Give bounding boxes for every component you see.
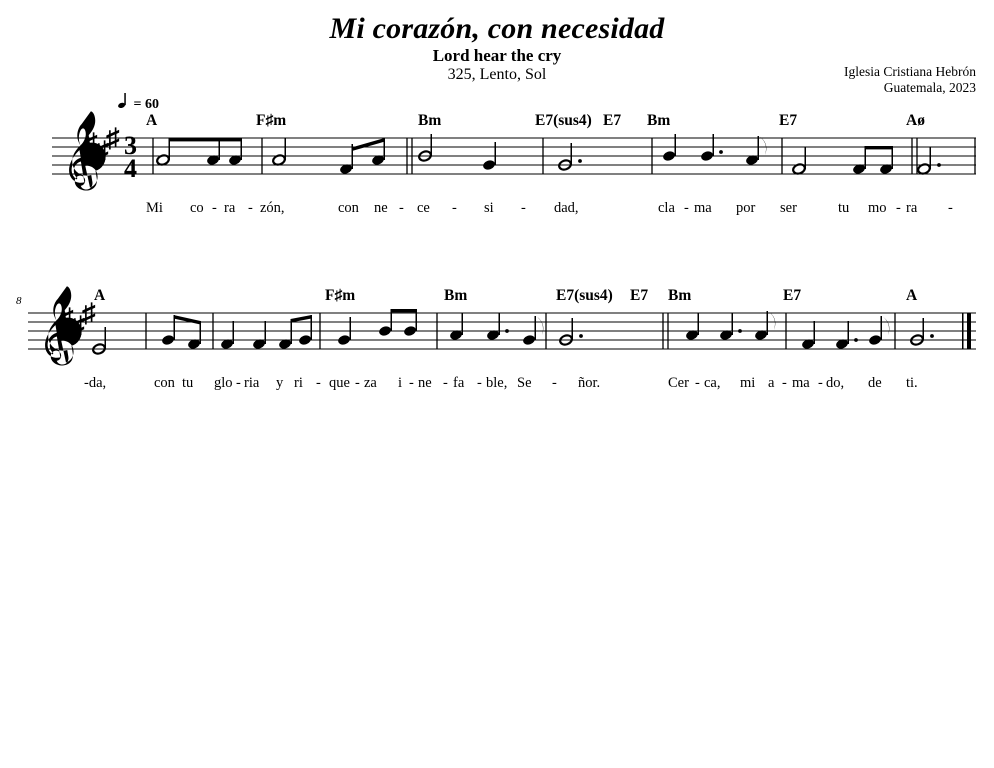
lyric-hyphen: - bbox=[248, 200, 253, 216]
credit-block bbox=[656, 64, 976, 96]
chord-symbol: Bm bbox=[668, 287, 692, 304]
time-signature-bottom: 4 bbox=[124, 154, 137, 183]
note bbox=[879, 146, 893, 175]
notes-system-1 bbox=[156, 134, 941, 175]
lyric-syllable: ce bbox=[417, 200, 430, 216]
svg-text:♯: ♯ bbox=[71, 311, 85, 341]
chord-symbol: E7 bbox=[630, 287, 649, 304]
note bbox=[220, 321, 234, 350]
system-1 bbox=[0, 110, 994, 220]
svg-text:♯: ♯ bbox=[60, 303, 74, 333]
chord-symbol: Bm bbox=[647, 112, 671, 129]
lyric-hyphen: - bbox=[896, 200, 901, 216]
note bbox=[228, 138, 242, 166]
note bbox=[156, 138, 170, 166]
lyric-hyphen: - bbox=[521, 200, 526, 216]
page-subsubtitle: 325, Lento, Sol bbox=[447, 66, 547, 83]
beam bbox=[865, 146, 893, 149]
note bbox=[719, 313, 742, 341]
lyric-syllable: ca, bbox=[704, 375, 721, 391]
note bbox=[187, 321, 201, 350]
lyric-hyphen: - bbox=[948, 200, 953, 216]
credit-line-2: Guatemala, 2023 bbox=[883, 80, 976, 95]
note bbox=[685, 313, 699, 341]
lyric-syllable: Cer bbox=[668, 375, 689, 391]
lyric-syllable: con bbox=[338, 200, 359, 216]
lyric-hyphen: - bbox=[355, 375, 360, 391]
lyric-syllable: a bbox=[768, 375, 775, 391]
notes-system-2 bbox=[92, 309, 934, 355]
note bbox=[852, 146, 866, 175]
note bbox=[801, 321, 815, 350]
svg-text:♯: ♯ bbox=[84, 128, 98, 158]
chord-symbol: Aø bbox=[906, 112, 925, 129]
lyric-hyphen: - bbox=[452, 200, 457, 216]
chord-symbol: E7(sus4) bbox=[535, 112, 592, 129]
note bbox=[252, 321, 266, 350]
chord-symbol: F♯m bbox=[325, 287, 356, 304]
lyric-hyphen: - bbox=[212, 200, 217, 216]
lyric-syllable: ri bbox=[294, 375, 303, 391]
chord-symbol: E7(sus4) bbox=[556, 287, 613, 304]
lyric-syllable: fa bbox=[453, 375, 465, 391]
lyric-syllable: dad, bbox=[554, 200, 579, 216]
lyric-syllable: ra bbox=[906, 200, 918, 216]
lyric-syllable: ma bbox=[792, 375, 810, 391]
lyric-syllable: tu bbox=[838, 200, 850, 216]
chord-symbol: E7 bbox=[603, 112, 622, 129]
lyric-syllable: za bbox=[364, 375, 377, 391]
lyric-hyphen: - bbox=[782, 375, 787, 391]
lyric-hyphen: - bbox=[695, 375, 700, 391]
chord-symbol: E7 bbox=[779, 112, 798, 129]
beam bbox=[291, 315, 312, 323]
beam bbox=[391, 309, 417, 312]
system-2 bbox=[0, 285, 994, 395]
lyric-hyphen: - bbox=[477, 375, 482, 391]
chord-symbol: E7 bbox=[783, 287, 802, 304]
note bbox=[792, 147, 806, 175]
note bbox=[482, 142, 496, 171]
lyric-syllable: ra bbox=[224, 200, 236, 216]
lyric-syllable: -da, bbox=[84, 375, 107, 391]
lyric-syllable: ria bbox=[244, 375, 260, 391]
chord-symbol: A bbox=[146, 112, 158, 129]
time-signature-top: 3 bbox=[124, 131, 137, 160]
lyric-hyphen: - bbox=[316, 375, 321, 391]
lyric-syllable: Mi bbox=[146, 200, 163, 216]
lyric-syllable: co bbox=[190, 200, 204, 216]
lyric-hyphen: - bbox=[236, 375, 241, 391]
note bbox=[449, 313, 463, 341]
lyric-syllable: ñor. bbox=[578, 375, 601, 391]
note bbox=[486, 313, 509, 341]
svg-text:♯: ♯ bbox=[82, 298, 96, 328]
measure-number: 8 bbox=[16, 295, 22, 307]
page-subtitle: Lord hear the cry bbox=[432, 46, 562, 65]
chord-symbol: A bbox=[906, 287, 918, 304]
chord-symbol: A bbox=[94, 287, 106, 304]
lyric-hyphen: - bbox=[409, 375, 414, 391]
chord-symbol: F♯m bbox=[256, 112, 287, 129]
note bbox=[272, 138, 286, 166]
lyric-syllable: con bbox=[154, 375, 175, 391]
lyric-syllable: ne bbox=[418, 375, 432, 391]
lyric-syllable: cla bbox=[658, 200, 675, 216]
lyric-syllable: y bbox=[276, 375, 284, 391]
svg-text:♯: ♯ bbox=[95, 136, 109, 166]
lyric-hyphen: - bbox=[684, 200, 689, 216]
page-title: Mi corazón, con necesidad bbox=[329, 12, 665, 45]
note bbox=[278, 319, 292, 350]
time-signature bbox=[124, 131, 137, 183]
note bbox=[754, 311, 775, 341]
chord-symbol: Bm bbox=[444, 287, 468, 304]
note bbox=[337, 317, 351, 346]
lyric-syllable: Se bbox=[517, 375, 532, 391]
lyric-syllable: do, bbox=[826, 375, 845, 391]
chord-symbol: Bm bbox=[418, 112, 442, 129]
lyric-syllable: i bbox=[398, 375, 403, 391]
lyric-syllable: ne bbox=[374, 200, 388, 216]
lyric-hyphen: - bbox=[443, 375, 448, 391]
tempo-value: = 60 bbox=[133, 97, 159, 112]
lyric-hyphen: - bbox=[552, 375, 557, 391]
note bbox=[206, 138, 220, 166]
lyric-syllable: ti. bbox=[906, 375, 918, 391]
svg-text:♯: ♯ bbox=[106, 123, 120, 153]
lyric-syllable: si bbox=[484, 200, 494, 216]
lyric-syllable: glo bbox=[214, 375, 233, 391]
beam bbox=[174, 315, 201, 325]
lyric-syllable: ser bbox=[780, 200, 797, 216]
lyric-syllable: mi bbox=[740, 375, 756, 391]
lyric-syllable: que bbox=[329, 375, 350, 391]
lyric-syllable: por bbox=[736, 200, 756, 216]
credit-line-1: Iglesia Cristiana Hebrón bbox=[844, 64, 976, 79]
lyric-syllable: ble, bbox=[486, 375, 508, 391]
beam bbox=[169, 138, 242, 141]
quarter-note-icon bbox=[118, 93, 127, 109]
lyric-syllable: ma bbox=[694, 200, 712, 216]
lyric-hyphen: - bbox=[818, 375, 823, 391]
lyric-syllable: mo bbox=[868, 200, 887, 216]
note bbox=[745, 136, 766, 166]
beam bbox=[352, 138, 385, 151]
lyric-syllable: zón, bbox=[260, 200, 285, 216]
lyric-syllable: tu bbox=[182, 375, 194, 391]
note bbox=[835, 321, 858, 350]
lyric-syllable: de bbox=[868, 375, 882, 391]
note bbox=[339, 144, 353, 175]
lyric-hyphen: - bbox=[399, 200, 404, 216]
note bbox=[917, 147, 941, 175]
